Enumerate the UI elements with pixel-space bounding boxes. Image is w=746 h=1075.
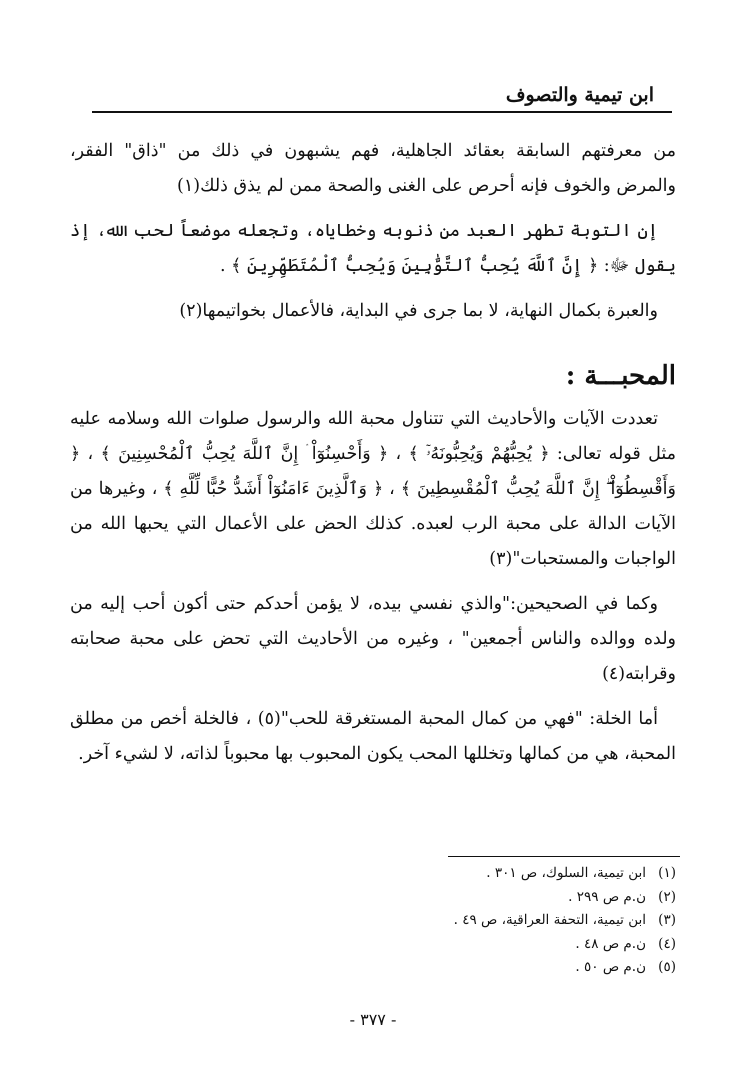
footnote-number: (٥) [658,959,676,975]
paragraph: وكما في الصحيحين:"والذي نفسي بيده، لا يؤمن أحدكم حتى أكون أحب إليه من ولده ووالده والناس أجمعين" ، وغيره من الأحاديث التي تحض على محبة صحابته وقرابته(٤) [70,594,676,684]
footnote-rule [448,856,680,857]
footnote-text: ن.م ص ٥٠ . [575,959,646,975]
footnote-item [276,886,676,910]
header-rule [92,111,672,113]
footnote-number: (١) [658,865,676,881]
footnotes-list [276,862,676,980]
footnote-number: (٢) [658,888,676,905]
section-heading: المحبـــة : [565,361,676,391]
paragraph: تعددت الآيات والأحاديث التي تتناول محبة الله والرسول صلوات الله وسلامه عليه مثل قوله تعالى: ﴿ يُحِبُّهُمْ وَيُحِبُّونَهُۥٓ ﴾ ، ﴿ وَأَحْسِنُوٓاْ ۛ إِنَّ ٱللَّهَ يُحِبُّ ٱلْمُحْسِنِينَ ﴾ ، ﴿ وَأَقْسِطُوٓاْ ۖ إِنَّ ٱللَّهَ يُحِبُّ ٱلْمُقْسِطِينَ ﴾ ، ﴿ وَٱلَّذِينَ ءَامَنُوٓاْ أَشَدُّ حُبًّا لِّلَّهِ ﴾ ، وغيرها من الآيات الدالة على محبة الرب لعبده. كذلك الحض على الأعمال التي يحبها الله من الواجبات والمستحبات"(٣) [70,409,676,569]
page-number: - ٣٧٧ - [349,1010,397,1029]
footnote-text: ابن تيمية، التحفة العراقية، ص ٤٩ . [453,912,646,928]
footnote-number: (٣) [658,912,676,928]
footnote-number: (٤) [658,935,676,952]
footnote-text: ن.م ص ٢٩٩ . [568,888,646,905]
footnote-text: ابن تيمية، السلوك، ص ٣٠١ . [486,865,646,881]
footnote-text: ن.م ص ٤٨ . [575,935,646,952]
paragraph: والعبرة بكمال النهاية، لا بما جرى في البداية، فالأعمال بخواتيمها(٢) [179,301,658,321]
paragraph: أما الخلة: "فهي من كمال المحبة المستغرقة للحب"(٥) ، فالخلة أخص من مطلق المحبة، هي من كمالها وتخللها المحب يكون المحبوب بها محبوباً لذاته، لا لشيء آخر. [70,709,676,764]
footnote-item [276,956,676,980]
footnote-item [276,933,676,957]
main-text [70,134,676,782]
footnote-item [276,862,676,886]
running-head: ابن تيمية والتصوف [505,84,654,106]
paragraph: إن التوبة تطهر العبد من ذنوبه وخطاياه، وتجعله موضعاً لحب الله، إذ يقول ﷻ: ﴿ إِنَّ ٱللَّهَ يُحِبُّ ٱلتَّوَّٰبِينَ وَيُحِبُّ ٱلْمُتَطَهِّرِينَ ﴾ . [70,221,676,276]
footnote-item [276,909,676,933]
paragraph: من معرفتهم السابقة بعقائد الجاهلية، فهم يشبهون في ذلك من "ذاق" الفقر، والمرض والخوف فإنه أحرص على الغنى والصحة ممن لم يذق ذلك(١) [70,141,676,196]
